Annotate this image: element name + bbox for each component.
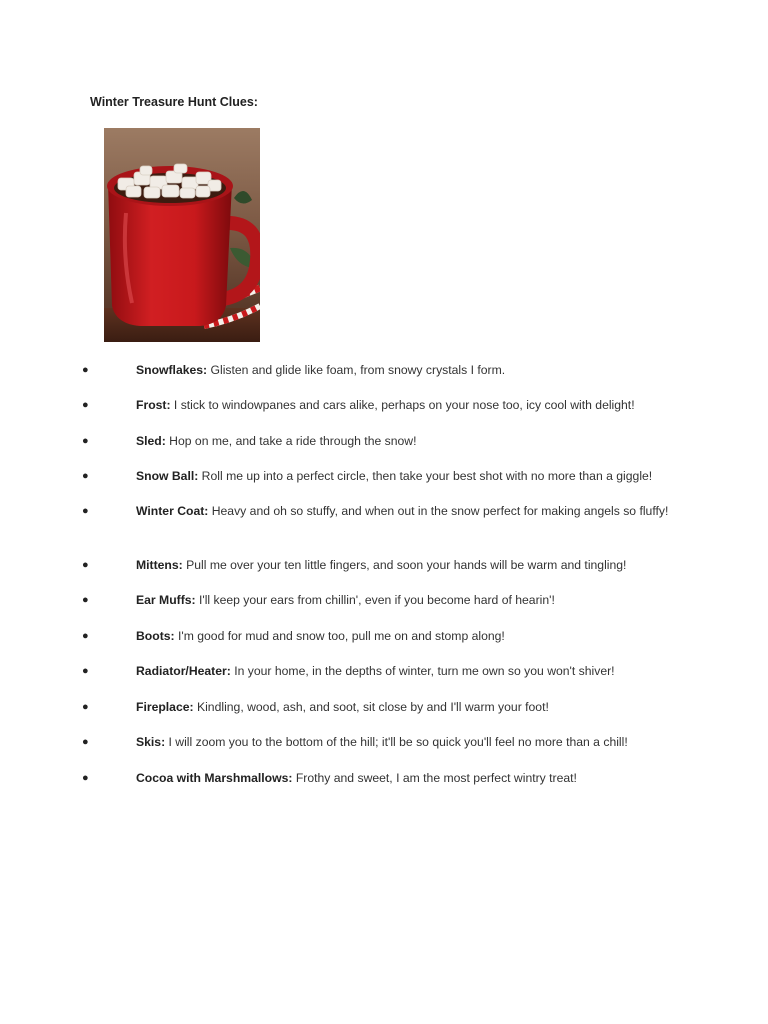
clue-term: Frost:	[136, 398, 171, 412]
bullet: ●	[82, 701, 89, 713]
clue-description: In your home, in the depths of winter, turn me own so you won't shiver!	[230, 664, 615, 678]
clue-term: Fireplace:	[136, 700, 194, 714]
clue-term: Snowflakes:	[136, 363, 208, 377]
clue-text	[104, 557, 674, 574]
clue-text	[104, 362, 674, 379]
clue-term: Snow Ball:	[136, 469, 199, 483]
clue-text	[104, 503, 674, 520]
bullet: ●	[82, 630, 89, 642]
clue-term: Mittens:	[136, 558, 183, 572]
bullet: ●	[82, 559, 89, 571]
bullet: ●	[82, 505, 89, 517]
page-title: Winter Treasure Hunt Clues:	[90, 95, 258, 109]
clue-text	[104, 433, 674, 450]
clue-description: Pull me over your ten little fingers, and soon your hands will be warm and tingling!	[182, 558, 627, 572]
clue-term: Radiator/Heater:	[136, 664, 231, 678]
clue-text	[104, 770, 674, 787]
bullet: ●	[82, 399, 89, 411]
clue-description: Glisten and glide like foam, from snowy crystals I form.	[207, 363, 506, 377]
bullet: ●	[82, 470, 89, 482]
bullet: ●	[82, 736, 89, 748]
clue-term: Boots:	[136, 629, 175, 643]
bullet: ●	[82, 364, 89, 376]
clue-description: I'll keep your ears from chillin', even if you become hard of hearin'!	[195, 593, 555, 607]
clue-description: I will zoom you to the bottom of the hill; it'll be so quick you'll feel no more than a chill!	[165, 735, 628, 749]
clue-text	[104, 663, 674, 680]
clue-text	[104, 468, 674, 485]
cocoa-mug-photo	[104, 128, 260, 342]
clue-term: Cocoa with Marshmallows:	[136, 771, 293, 785]
bullet: ●	[82, 594, 89, 606]
clue-term: Ear Muffs:	[136, 593, 196, 607]
clue-description: Kindling, wood, ash, and soot, sit close by and I'll warm your foot!	[193, 700, 549, 714]
clue-description: Roll me up into a perfect circle, then take your best shot with no more than a giggle!	[198, 469, 653, 483]
bullet: ●	[82, 435, 89, 447]
clue-text	[104, 628, 674, 645]
clue-description: I stick to windowpanes and cars alike, perhaps on your nose too, icy cool with delight!	[170, 398, 635, 412]
clue-text	[104, 699, 674, 716]
clue-description: Frothy and sweet, I am the most perfect wintry treat!	[292, 771, 577, 785]
clue-term: Sled:	[136, 434, 166, 448]
clue-description: Hop on me, and take a ride through the snow!	[165, 434, 417, 448]
bullet: ●	[82, 772, 89, 784]
clue-text	[104, 734, 674, 751]
clue-term: Skis:	[136, 735, 166, 749]
clue-term: Winter Coat:	[136, 504, 209, 518]
bullet: ●	[82, 665, 89, 677]
clue-text	[104, 592, 674, 609]
clue-text	[104, 397, 674, 414]
clue-description: I'm good for mud and snow too, pull me on and stomp along!	[174, 629, 505, 643]
clue-description: Heavy and oh so stuffy, and when out in the snow perfect for making angels so fluffy!	[208, 504, 669, 518]
